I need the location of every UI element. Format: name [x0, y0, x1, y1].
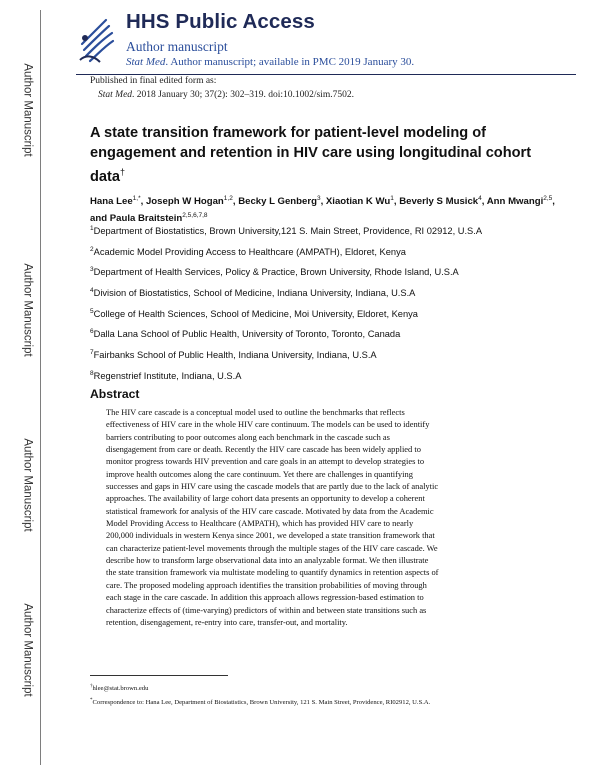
- affiliation-text: Dalla Lana School of Public Health, University of Toronto, Toronto, Canada: [93, 329, 401, 340]
- affiliation-item: [90, 367, 570, 388]
- abstract-line: retention, disengagement, re-entry into care, transfer-out, and mortality.: [106, 616, 348, 627]
- availability-text: . Author manuscript; available in PMC 2019 January 30.: [165, 56, 415, 68]
- citation-line: [98, 90, 354, 100]
- affiliation-text: College of Health Sciences, School of Medicine, Moi University, Eldoret, Kenya: [93, 308, 418, 319]
- abstract-line: approaches. The availability of large cohort data presents an opportunity to develop a coherent: [106, 493, 425, 504]
- affiliation-list: [90, 222, 570, 388]
- affiliation-number: 1: [90, 225, 94, 232]
- sidebar-label: Author Manuscript: [22, 438, 35, 532]
- footnote-text: hlee@stat.brown.edu: [92, 685, 149, 693]
- abstract-line: 200,000 individuals in western Kenya since 2001, we developed a state transition framework that: [106, 530, 435, 541]
- hhs-title: HHS Public Access: [126, 10, 315, 33]
- affiliation-text: Academic Model Providing Access to Healthcare (AMPATH), Eldoret, Kenya: [93, 246, 406, 257]
- sidebar-separator: [40, 10, 41, 765]
- author-entry: [146, 196, 238, 207]
- affiliation-text: Department of Health Services, Policy & Practice, Brown University, Rhode Island, U.S.A: [93, 267, 459, 278]
- author-name: Beverly S Musick: [399, 196, 479, 208]
- abstract-line: improve health outcomes along the care continuum. Yet there are challenges in quantifying: [106, 468, 413, 479]
- affiliation-item: [90, 222, 570, 243]
- title-footnote-mark: †: [120, 167, 126, 177]
- abstract-line: disengagement from care or death. Recently the HIV care cascade has been widely applied to: [106, 444, 421, 455]
- footnote-rule: [90, 675, 228, 676]
- affiliation-item: [90, 346, 570, 367]
- affiliation-text: Division of Biostatistics, School of Medicine, Indiana University, Indiana, U.S.A: [93, 288, 416, 299]
- author-affiliation-marks: 1,2: [223, 195, 233, 202]
- footnote-mark: †: [90, 684, 93, 689]
- sidebar-label: Author Manuscript: [22, 603, 35, 697]
- author-name: Paula Braitstein: [109, 213, 183, 225]
- author-entry: [90, 196, 146, 207]
- sidebar-label: Author Manuscript: [22, 263, 35, 357]
- author-name: Becky L Genberg: [238, 196, 317, 208]
- footnote-email: [90, 684, 148, 692]
- published-line: Published in final edited form as:: [90, 76, 217, 86]
- abstract-line: monitor progress towards HIV prevention and care goals in an attempt to develop strategies to: [106, 456, 425, 467]
- affiliation-number: 5: [90, 307, 94, 315]
- citation-journal: Stat Med: [98, 90, 133, 100]
- author-separator: ,: [320, 196, 326, 208]
- author-affiliation-marks: 4: [478, 195, 482, 202]
- author-entry: [238, 196, 326, 207]
- header-rule: [76, 74, 576, 75]
- abstract-line: effectiveness of HIV care in the whole HIV care continuum. The models can be used to identify: [106, 419, 430, 430]
- affiliation-number: 2: [90, 245, 94, 253]
- author-affiliation-marks: 1: [390, 195, 394, 202]
- abstract-line: The HIV care cascade is a conceptual model used to outline the benchmarks that reflects: [106, 407, 405, 417]
- author-name: Hana Lee: [90, 196, 133, 208]
- author-affiliation-marks: 2,5,6,7,8: [182, 212, 208, 220]
- footnote-mark: *: [90, 698, 93, 703]
- abstract-line: can characterize patient-level movements through the multiple stages of the HIV care cascade. We: [106, 542, 438, 553]
- abstract-line: care. The proposed modeling approach identifies the transition probabilities of moving through: [106, 579, 427, 590]
- affiliation-item: [90, 243, 570, 264]
- sidebar-label: Author Manuscript: [22, 63, 35, 157]
- affiliation-text: Department of Biostatistics, Brown University,121 S. Main Street, Providence, RI 02912, U.S.A: [93, 226, 483, 237]
- author-affiliation-marks: 1,*: [132, 195, 141, 202]
- author-name: Ann Mwangi: [486, 196, 544, 208]
- abstract-line: describe how to transform large observational data into an analyzable format. We then illustrate: [106, 555, 429, 566]
- author-separator: ,: [140, 196, 146, 208]
- author-name: Xiaotian K Wu: [325, 196, 391, 208]
- author-separator: , and: [90, 196, 555, 225]
- author-affiliation-marks: 2,5: [543, 195, 553, 202]
- author-entry: [326, 196, 399, 207]
- affiliation-item: [90, 284, 570, 305]
- hhs-eagle-logo-icon: [76, 14, 116, 66]
- affiliation-item: [90, 305, 570, 326]
- affiliation-text: Fairbanks School of Public Health, Indiana University, Indiana, U.S.A: [93, 350, 377, 361]
- citation-text: . 2018 January 30; 37(2): 302–319. doi:10.1002/sim.7502.: [132, 90, 354, 100]
- abstract-line: barriers contributing to poor outcomes along each benchmark in the cascade such as: [106, 431, 390, 442]
- article-title-text: A state transition framework for patient-level modeling of engagement and retention in HIV care using longitudinal cohort data: [90, 125, 532, 185]
- author-separator: ,: [393, 196, 400, 208]
- article-title: [90, 124, 560, 187]
- affiliation-number: 7: [90, 349, 94, 357]
- manuscript-sidebar: [0, 0, 52, 776]
- author-manuscript-label: Author manuscript: [126, 39, 228, 54]
- abstract-heading: Abstract: [90, 387, 140, 401]
- abstract-line: successes and gaps in HIV care using the cascade models that are partly due to the lack of analytic: [106, 481, 439, 492]
- affiliation-item: [90, 263, 570, 284]
- abstract-line: each stage in the care cascade. In addition this approach allows regression-based estimation to: [106, 592, 424, 603]
- author-separator: ,: [232, 196, 239, 208]
- abstract-line: Model Providing Access to Healthcare (AMPATH), which has provided HIV care to nearly: [106, 518, 414, 529]
- availability-line: [126, 56, 414, 68]
- hhs-header: [76, 10, 576, 74]
- abstract-line: characterize effects of (time-varying) predictors of within and between state transitions such as: [106, 604, 427, 615]
- author-name: Joseph W Hogan: [145, 196, 224, 208]
- abstract-line: the state transition framework via multistate modeling to quantify dynamics in retention aspects of: [106, 567, 439, 578]
- footnote-text: Correspondence to: Hana Lee, Department of Biostatistics, Brown University, 121 S. Main Street, Providence, RI02912, U.S.A.: [92, 699, 431, 707]
- affiliation-item: [90, 325, 570, 346]
- footnote-correspondence: [90, 698, 430, 706]
- author-affiliation-marks: 3: [316, 195, 321, 202]
- affiliation-text: Regenstrief Institute, Indiana, U.S.A: [93, 370, 242, 381]
- affiliation-number: 6: [90, 328, 94, 336]
- abstract-body: [106, 406, 514, 628]
- affiliation-number: 4: [90, 287, 94, 295]
- journal-name: Stat Med: [126, 56, 166, 68]
- affiliation-number: 8: [90, 369, 94, 377]
- author-entry: [399, 196, 487, 207]
- author-separator: ,: [481, 196, 487, 208]
- abstract-line: statistical framework for analysis of the HIV care cascade. Motivated by data from the Academic: [106, 505, 434, 516]
- affiliation-number: 3: [90, 266, 94, 274]
